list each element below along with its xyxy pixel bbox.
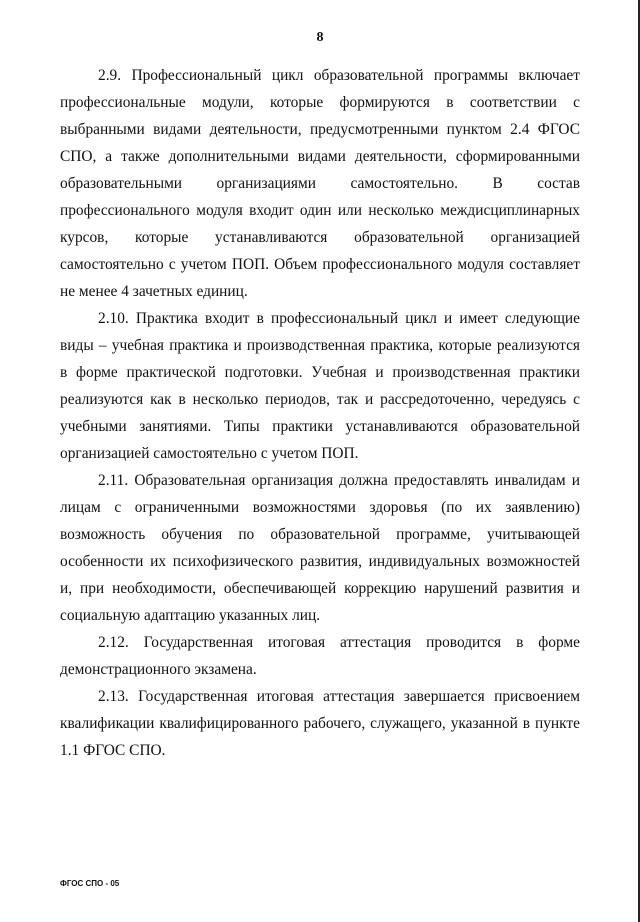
paragraph-2-12: 2.12. Государственная итоговая аттестация проводится в форме демонстрационного экзамена. xyxy=(60,634,580,678)
paragraph-2-9: 2.9. Профессиональный цикл образовательной программы включает профессиональные модули, которые формируются в соответствии с выбранными видами деятельности, предусмотренными пунктом 2.4 ФГОС СПО, а также дополнительными видами деятельности, сформированными образовательными организациями самостоятельно. В состав профессионального модуля входит один или несколько междисциплинарных курсов, которые устанавливаются образовательной организацией самостоятельно с учетом ПОП. Объем профессионального модуля составляет не менее 4 зачетных единиц. xyxy=(60,67,580,300)
document-body xyxy=(60,62,580,764)
document-footer-code: ФГОС СПО - 05 xyxy=(60,879,120,888)
page-number: 8 xyxy=(316,30,324,45)
paragraph-2-13: 2.13. Государственная итоговая аттестация завершается присвоением квалификации квалифицированного рабочего, служащего, указанной в пункте 1.1 ФГОС СПО. xyxy=(60,688,580,759)
paragraph-2-10: 2.10. Практика входит в профессиональный цикл и имеет следующие виды – учебная практика и производственная практика, которые реализуются в форме практической подготовки. Учебная и производственная практики реализуются как в несколько периодов, так и рассредоточенно, чередуясь с учебными занятиями. Типы практики устанавливаются образовательной организацией самостоятельно с учетом ПОП. xyxy=(60,310,580,462)
paragraph-2-11: 2.11. Образовательная организация должна предоставлять инвалидам и лицам с ограниченными возможностями здоровья (по их заявлению) возможность обучения по образовательной программе, учитывающей особенности их психофизического развития, индивидуальных возможностей и, при необходимости, обеспечивающей коррекцию нарушений развития и социальную адаптацию указанных лиц. xyxy=(60,472,580,624)
